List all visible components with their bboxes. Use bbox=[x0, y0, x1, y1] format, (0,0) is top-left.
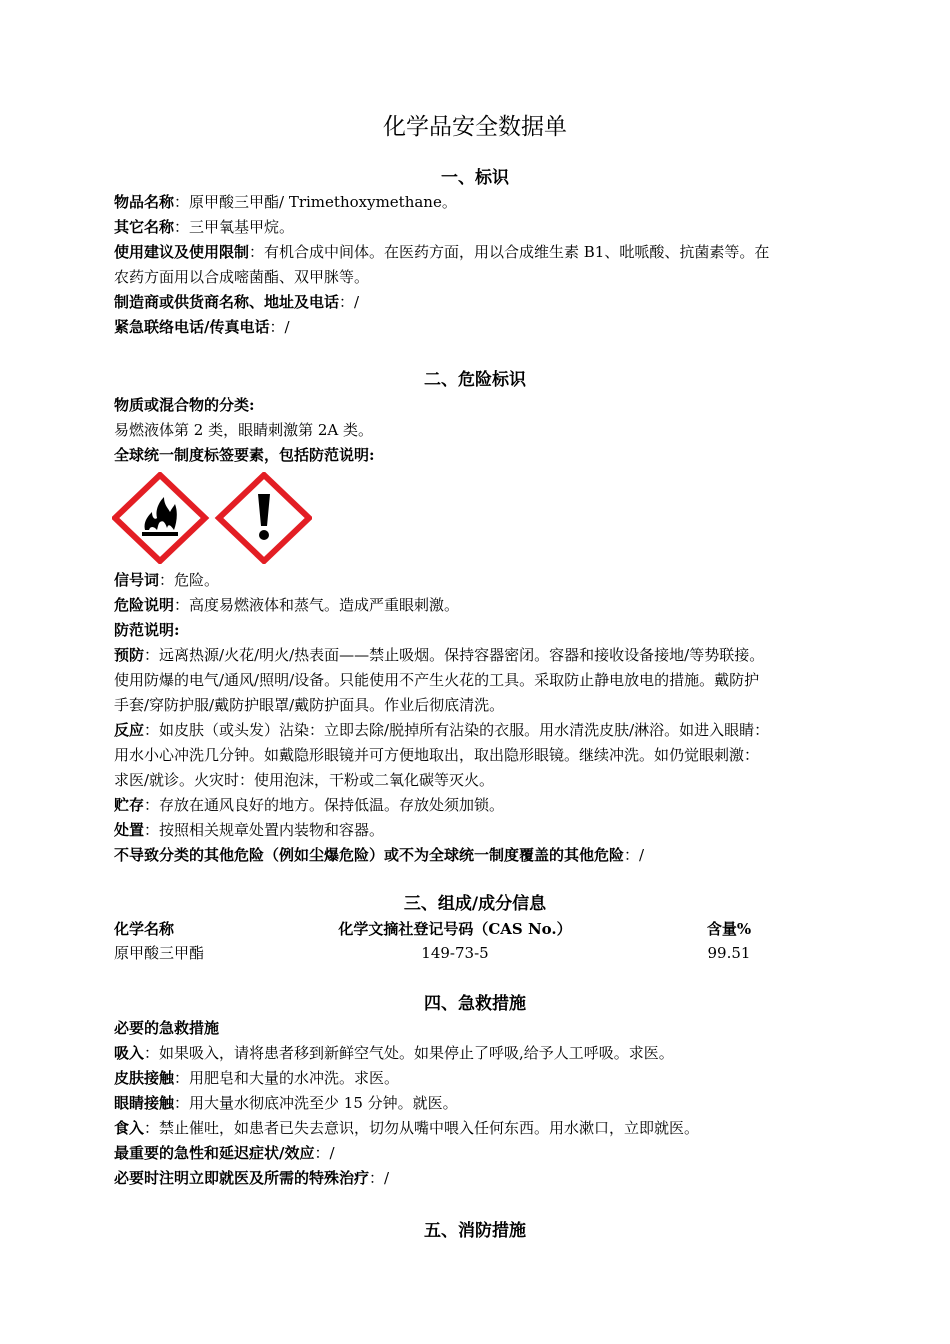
classification-label: 物质或混合物的分类: bbox=[114, 396, 255, 414]
section-5-heading: 五、消防措施 bbox=[424, 1221, 526, 1241]
disposal-line bbox=[114, 819, 844, 841]
cell-cas-no: 149-73-5 bbox=[421, 944, 489, 962]
prevention-line-2: 使用防爆的电气/通风/照明/设备。只能使用不产生火花的工具。采取防止静电放电的措施。戴防护 bbox=[114, 671, 760, 689]
disposal-value: ：按照相关规章处置内装物和容器。 bbox=[144, 821, 385, 839]
other-hazards-line bbox=[114, 844, 844, 866]
prevention-value: ：远离热源/火花/明火/热表面——禁止吸烟。保持容器密闭。容器和接收设备接地/等势联接。 bbox=[144, 646, 765, 664]
product-name-value: ：原甲酸三甲酯/ Trimethoxymethane。 bbox=[174, 193, 457, 211]
skin-label: 皮肤接触 bbox=[114, 1069, 175, 1087]
exclamation-icon bbox=[219, 475, 309, 561]
prevention-line bbox=[114, 644, 844, 666]
usage-line bbox=[114, 241, 844, 263]
classification-value: 易燃液体第 2 类，眼睛刺激第 2A 类。 bbox=[114, 421, 373, 439]
prevention-line-3: 手套/穿防护服/戴防护眼罩/戴防护面具。作业后彻底清洗。 bbox=[114, 696, 505, 714]
symptoms-line bbox=[114, 1142, 844, 1164]
response-line-2: 用水小心冲洗几分钟。如戴隐形眼镜并可方便地取出，取出隐形眼镜。继续冲洗。如仍觉眼刺激： bbox=[114, 746, 760, 764]
usage-label: 使用建议及使用限制 bbox=[114, 243, 250, 261]
header-cas-no: 化学文摘社登记号码（CAS No.） bbox=[338, 920, 572, 938]
ghs-pictograms bbox=[112, 472, 312, 564]
skin-line bbox=[114, 1067, 844, 1089]
hazard-label: 危险说明 bbox=[114, 596, 175, 614]
treatment-value: ：/ bbox=[369, 1169, 390, 1187]
manufacturer-value: ：/ bbox=[339, 293, 360, 311]
disposal-label: 处置 bbox=[114, 821, 145, 839]
response-label: 反应 bbox=[114, 721, 145, 739]
precaution-label: 防范说明: bbox=[114, 621, 180, 639]
storage-line bbox=[114, 794, 844, 816]
inhalation-value: ：如果吸入，请将患者移到新鲜空气处。如果停止了呼吸,给予人工呼吸。求医。 bbox=[144, 1044, 674, 1062]
emergency-line bbox=[114, 316, 844, 338]
inhalation-line bbox=[114, 1042, 844, 1064]
hazard-line bbox=[114, 594, 844, 616]
ingestion-label: 食入 bbox=[114, 1119, 145, 1137]
response-line bbox=[114, 719, 844, 741]
eye-label: 眼睛接触 bbox=[114, 1094, 175, 1112]
manufacturer-label: 制造商或供货商名称、地址及电话 bbox=[114, 293, 340, 311]
usage-value: ：有机合成中间体。在医药方面，用以合成维生素 B1、吡哌酸、抗菌素等。在 bbox=[249, 243, 770, 261]
eye-line bbox=[114, 1092, 844, 1114]
emergency-label: 紧急联络电话/传真电话 bbox=[114, 318, 270, 336]
skin-value: ：用肥皂和大量的水冲洗。求医。 bbox=[174, 1069, 400, 1087]
storage-value: ：存放在通风良好的地方。保持低温。存放处须加锁。 bbox=[144, 796, 505, 814]
first-aid-label: 必要的急救措施 bbox=[114, 1019, 220, 1037]
treatment-line bbox=[114, 1167, 844, 1189]
symptoms-label: 最重要的急性和延迟症状/效应 bbox=[114, 1144, 315, 1162]
table-row bbox=[114, 942, 854, 964]
section-3-heading: 三、组成/成分信息 bbox=[403, 894, 547, 914]
prevention-label: 预防 bbox=[114, 646, 145, 664]
flame-icon bbox=[115, 475, 205, 561]
section-4-heading: 四、急救措施 bbox=[424, 994, 526, 1014]
ghs-label: 全球统一制度标签要素，包括防范说明: bbox=[114, 446, 375, 464]
treatment-label: 必要时注明立即就医及所需的特殊治疗 bbox=[114, 1169, 370, 1187]
signal-label: 信号词 bbox=[114, 571, 160, 589]
storage-label: 贮存 bbox=[114, 796, 145, 814]
composition-header-row bbox=[114, 918, 854, 940]
section-1-heading: 一、标识 bbox=[441, 168, 509, 188]
other-hazards-value: ：/ bbox=[624, 846, 645, 864]
symptoms-value: ：/ bbox=[314, 1144, 335, 1162]
other-hazards-label: 不导致分类的其他危险（例如尘爆危险）或不为全球统一制度覆盖的其他危险 bbox=[114, 846, 625, 864]
signal-value: ：危险。 bbox=[159, 571, 220, 589]
other-name-line bbox=[114, 216, 844, 238]
manufacturer-line bbox=[114, 291, 844, 313]
emergency-value: ：/ bbox=[269, 318, 290, 336]
header-content: 含量% bbox=[706, 920, 752, 938]
document-title: 化学品安全数据单 bbox=[383, 114, 567, 140]
section-2-heading: 二、危险标识 bbox=[424, 370, 526, 390]
response-line-3: 求医/就诊。火灾时：使用泡沫，干粉或二氧化碳等灭火。 bbox=[114, 771, 495, 789]
other-name-value: ：三甲氧基甲烷。 bbox=[174, 218, 295, 236]
product-name-label: 物品名称 bbox=[114, 193, 175, 211]
eye-value: ：用大量水彻底冲洗至少 15 分钟。就医。 bbox=[174, 1094, 458, 1112]
cell-content: 99.51 bbox=[707, 944, 751, 962]
hazard-value: ：高度易燃液体和蒸气。造成严重眼刺激。 bbox=[174, 596, 460, 614]
signal-line bbox=[114, 569, 844, 591]
header-chemical-name: 化学名称 bbox=[114, 920, 175, 938]
cell-chemical-name: 原甲酸三甲酯 bbox=[114, 944, 205, 962]
response-value: ：如皮肤（或头发）沾染：立即去除/脱掉所有沾染的衣服。用水清洗皮肤/淋浴。如进入眼睛： bbox=[144, 721, 770, 739]
ingestion-line bbox=[114, 1117, 844, 1139]
product-name-line bbox=[114, 191, 844, 213]
usage-line-2: 农药方面用以合成嘧菌酯、双甲脒等。 bbox=[114, 268, 370, 286]
ingestion-value: ：禁止催吐，如患者已失去意识，切勿从嘴中喂入任何东西。用水漱口，立即就医。 bbox=[144, 1119, 700, 1137]
other-name-label: 其它名称 bbox=[114, 218, 175, 236]
inhalation-label: 吸入 bbox=[114, 1044, 145, 1062]
